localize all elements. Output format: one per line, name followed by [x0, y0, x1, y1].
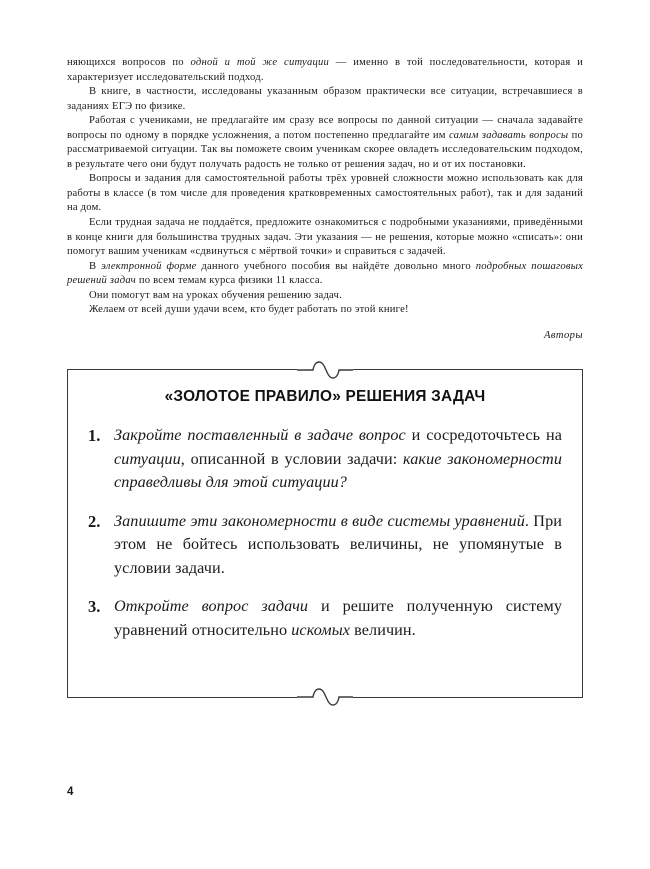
decorative-curve-top-icon [297, 357, 353, 383]
intro-paragraph [67, 172, 583, 216]
intro-p5-run-0: В [89, 260, 102, 272]
intro-paragraph [67, 56, 583, 85]
golden-rule-item-text [114, 510, 562, 581]
intro-p4-run-0: Если трудная задача не поддаётся, предложите ознакомиться с подробными указаниями, приведёнными в конце книги для большинства трудных задач. Эти указания — не решения, которые можно «списать»: они помогут вашим ученикам «сдвинуться с мёртвой точки» и справиться с задачей. [67, 217, 583, 258]
golden-rule-item-number: 1. [88, 426, 101, 445]
authors-signature: Авторы [543, 330, 583, 341]
intro-p3-run-0: Вопросы и задания для самостоятельной работы трёх уровней сложности можно использовать как для работы в классе (в том числе для проведения кратковременных самостоятельных работ), так и для заданий на дом. [67, 173, 583, 214]
golden-rule-box [67, 369, 583, 698]
intro-paragraph [67, 85, 583, 114]
rule-item1-run-0: Запишите эти закономерности в виде системы уравнений [114, 511, 525, 530]
intro-paragraph [67, 216, 583, 260]
golden-rule-item [88, 424, 562, 495]
golden-rule-item-number: 2. [88, 511, 101, 531]
golden-rule-item-text [114, 424, 562, 495]
intro-p5-run-3: подробных пошаговых решений задач [67, 260, 584, 287]
golden-rule-item-number: 3. [88, 597, 101, 616]
intro-p0-run-2: — именно в той последовательности, которая и характеризует исследовательский подход. [67, 57, 583, 83]
intro-p0-run-1: одной и той же ситуации [190, 57, 330, 68]
intro-paragraph [67, 260, 583, 289]
intro-p2-run-0: Работая с учениками, не предлагайте им сразу все вопросы по данной ситуации — сначала задавайте вопросы по одному в порядке усложнения, а потом постепенно предлагайте им [67, 115, 583, 141]
golden-rule-item [88, 595, 562, 642]
rule-item2-run-3: величин. [350, 620, 416, 639]
rule-item0-run-4: какие закономерности справедливы для этой ситуации? [114, 449, 562, 491]
intro-p7-run-0: Желаем от всей души удачи всем, кто будет работать по этой книге! [89, 304, 409, 316]
page-number: 4 [67, 786, 74, 798]
rule-item0-run-2: ситуации [114, 449, 181, 468]
golden-rule-item [88, 510, 562, 581]
golden-rule-item-text [114, 595, 562, 642]
rule-item0-run-0: Закройте поставленный в задаче вопрос [114, 426, 406, 444]
rule-item2-run-0: Откройте вопрос задачи [114, 597, 309, 615]
decorative-curve-bottom-icon [297, 684, 353, 710]
rule-item1-run-1: . При этом не бойтесь использовать величины, не упомянутые в условии задачи. [114, 511, 562, 577]
intro-p0-run-0: няющихся вопросов по [67, 57, 191, 68]
intro-p2-run-1: самим задавать вопросы [448, 129, 569, 141]
rule-item2-run-1: и решите полученную систему уравнений относительно [114, 597, 562, 639]
intro-p1-run-0: В книге, в частности, исследованы указанным образом практически все ситуации, встречавшиеся в заданиях ЕГЭ по физике. [67, 86, 583, 112]
rule-item2-run-2: искомых [291, 620, 351, 639]
intro-p6-run-0: Они помогут вам на уроках обучения решению задач. [89, 289, 342, 301]
intro-paragraph [67, 114, 583, 172]
intro-text-block [67, 56, 583, 318]
intro-p2-run-2: по рассматриваемой ситуации. Так вы поможете своим ученикам скорее овладеть исследовательским подходом, в результате чего они будут получать радость не только от решения задач, но и от их постановки. [67, 129, 583, 170]
intro-p5-run-1: электронной форме [101, 260, 197, 272]
intro-paragraph [67, 289, 583, 304]
intro-paragraph [67, 303, 583, 318]
intro-p5-run-4: по всем темам курса физики 11 класса. [135, 275, 323, 287]
golden-rule-title: «ЗОЛОТОЕ ПРАВИЛО» РЕШЕНИЯ ЗАДАЧ [164, 388, 486, 405]
rule-item0-run-1: и сосредоточьтесь на [405, 426, 562, 444]
rule-item0-run-3: , описанной в условии задачи: [180, 449, 403, 468]
intro-p5-run-2: данного учебного пособия вы найдёте довольно много [196, 260, 476, 272]
golden-rule-list [88, 424, 562, 642]
